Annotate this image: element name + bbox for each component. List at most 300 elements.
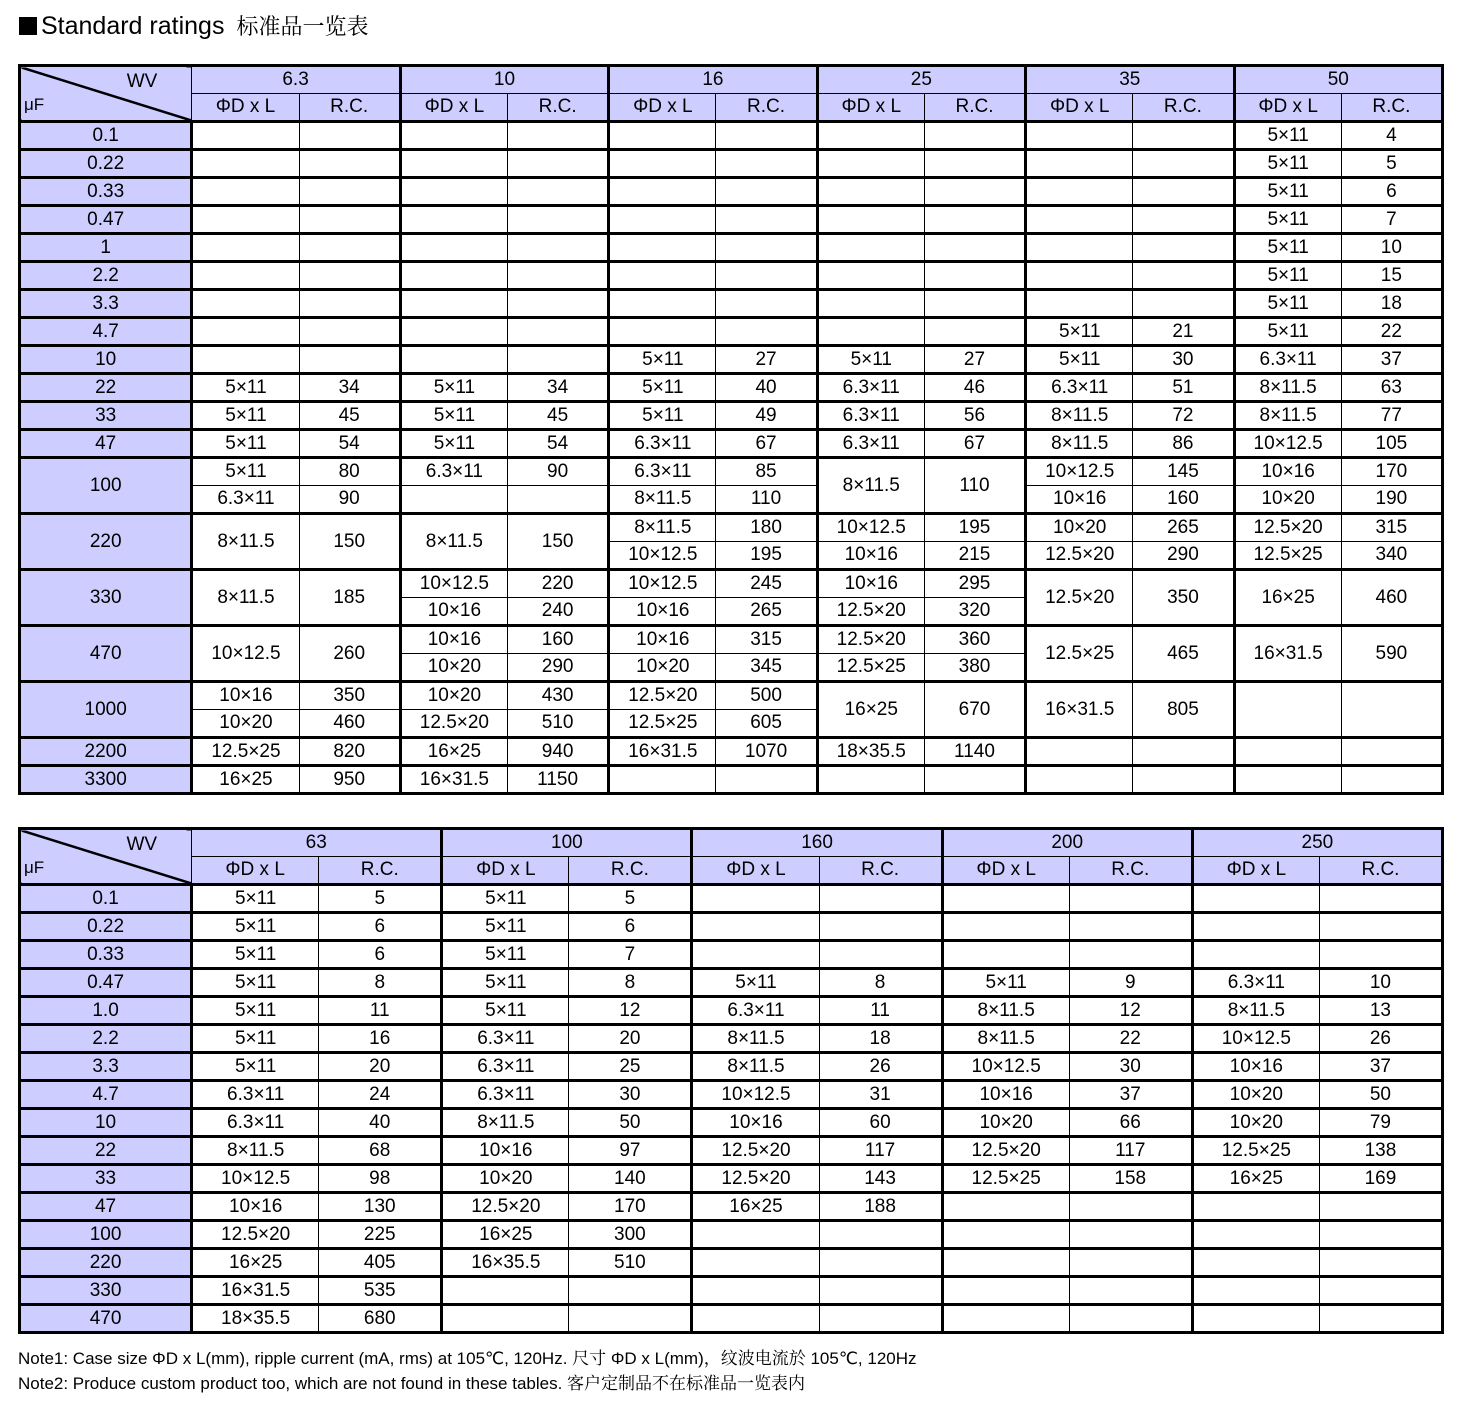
ripple-current-cell: 105 <box>1341 430 1442 458</box>
uf-label: μF <box>24 858 45 877</box>
ripple-current-cell: 77 <box>1341 402 1442 430</box>
ripple-current-cell <box>716 234 817 262</box>
rc-header: R.C. <box>716 94 817 122</box>
case-size-cell: 5×11 <box>1026 318 1133 346</box>
case-size-cell <box>400 122 507 150</box>
case-size-cell <box>817 318 924 346</box>
case-size-cell: 5×11 <box>192 1053 319 1081</box>
capacitance-cell: 2.2 <box>20 1025 192 1053</box>
ripple-current-cell: 6 <box>569 913 692 941</box>
ripple-current-cell <box>1133 178 1234 206</box>
case-size-cell: 12.5×25 <box>1234 542 1341 570</box>
ripple-current-cell: 405 <box>319 1249 442 1277</box>
ripple-current-cell <box>1069 1221 1192 1249</box>
case-size-cell: 5×11 <box>1234 290 1341 318</box>
ripple-current-cell: 500 <box>716 682 817 710</box>
table-row <box>20 318 1443 346</box>
ripple-current-cell: 60 <box>819 1109 942 1137</box>
ripple-current-cell: 40 <box>319 1109 442 1137</box>
ripple-current-cell: 170 <box>1341 458 1442 486</box>
ratings-table-1 <box>18 64 1444 795</box>
case-size-cell: 6.3×11 <box>1234 346 1341 374</box>
table-row <box>20 1277 1443 1305</box>
case-size-cell: 5×11 <box>817 346 924 374</box>
ripple-current-cell: 670 <box>924 682 1025 738</box>
voltage-header: 6.3 <box>192 66 400 94</box>
ripple-current-cell: 50 <box>1319 1081 1442 1109</box>
case-size-cell <box>692 1221 819 1249</box>
table-row <box>20 1165 1443 1193</box>
ripple-current-cell: 25 <box>569 1053 692 1081</box>
ripple-current-cell <box>1069 1249 1192 1277</box>
capacitance-cell: 470 <box>20 1305 192 1333</box>
note-1: Note1: Case size ΦD x L(mm), ripple current (mA, rms) at 105℃, 120Hz. 尺寸 ΦD x L(mm)，纹波电流於 105℃, 120Hz <box>18 1349 917 1368</box>
case-size-cell: 10×20 <box>1192 1081 1319 1109</box>
case-size-cell: 6.3×11 <box>400 458 507 486</box>
case-size-cell: 5×11 <box>442 885 569 913</box>
ripple-current-cell <box>508 346 609 374</box>
capacitance-cell: 0.1 <box>20 885 192 913</box>
ripple-current-cell: 145 <box>1133 458 1234 486</box>
voltage-header: 200 <box>942 829 1192 857</box>
ripple-current-cell: 26 <box>819 1053 942 1081</box>
ripple-current-cell: 97 <box>569 1137 692 1165</box>
case-size-cell: 8×11.5 <box>942 997 1069 1025</box>
case-size-cell <box>1234 766 1341 794</box>
case-size-cell: 12.5×25 <box>1026 626 1133 682</box>
table-row <box>20 122 1443 150</box>
title-cn: 标准品一览表 <box>236 15 369 40</box>
rc-header: R.C. <box>819 857 942 885</box>
ripple-current-cell: 5 <box>319 885 442 913</box>
case-size-cell <box>192 234 299 262</box>
rc-header: R.C. <box>508 94 609 122</box>
ripple-current-cell <box>1133 234 1234 262</box>
table-row <box>20 941 1443 969</box>
ripple-current-cell: 240 <box>508 598 609 626</box>
ripple-current-cell: 605 <box>716 710 817 738</box>
rc-header: R.C. <box>1133 94 1234 122</box>
ripple-current-cell <box>1319 1221 1442 1249</box>
ripple-current-cell: 350 <box>299 682 400 710</box>
ripple-current-cell: 21 <box>1133 318 1234 346</box>
case-size-cell: 8×11.5 <box>442 1109 569 1137</box>
dim-header: ΦD x L <box>609 94 716 122</box>
ripple-current-cell: 37 <box>1069 1081 1192 1109</box>
table-row <box>20 913 1443 941</box>
case-size-cell: 8×11.5 <box>1234 402 1341 430</box>
ripple-current-cell <box>1133 262 1234 290</box>
case-size-cell: 10×12.5 <box>817 514 924 542</box>
capacitance-cell: 0.47 <box>20 969 192 997</box>
ripple-current-cell: 10 <box>1319 969 1442 997</box>
ripple-current-cell <box>299 206 400 234</box>
case-size-cell: 8×11.5 <box>400 514 507 570</box>
ripple-current-cell <box>1319 1277 1442 1305</box>
case-size-cell <box>1192 1249 1319 1277</box>
ripple-current-cell <box>508 234 609 262</box>
case-size-cell: 6.3×11 <box>192 1081 319 1109</box>
ripple-current-cell: 360 <box>924 626 1025 654</box>
ripple-current-cell: 1070 <box>716 738 817 766</box>
case-size-cell <box>692 941 819 969</box>
ripple-current-cell: 45 <box>299 402 400 430</box>
ripple-current-cell: 295 <box>924 570 1025 598</box>
case-size-cell: 12.5×20 <box>400 710 507 738</box>
ripple-current-cell <box>1069 1193 1192 1221</box>
case-size-cell <box>609 290 716 318</box>
table-row <box>20 234 1443 262</box>
ripple-current-cell: 4 <box>1341 122 1442 150</box>
ripple-current-cell <box>1133 290 1234 318</box>
table-row <box>20 969 1443 997</box>
case-size-cell: 12.5×20 <box>1234 514 1341 542</box>
table-row <box>20 1053 1443 1081</box>
case-size-cell: 10×12.5 <box>192 1165 319 1193</box>
case-size-cell: 8×11.5 <box>1026 430 1133 458</box>
case-size-cell: 12.5×20 <box>192 1221 319 1249</box>
ripple-current-cell: 460 <box>1341 570 1442 626</box>
case-size-cell: 5×11 <box>1234 122 1341 150</box>
ripple-current-cell: 1150 <box>508 766 609 794</box>
ripple-current-cell: 30 <box>569 1081 692 1109</box>
ripple-current-cell <box>508 486 609 514</box>
ripple-current-cell: 215 <box>924 542 1025 570</box>
ripple-current-cell: 12 <box>569 997 692 1025</box>
case-size-cell <box>1026 766 1133 794</box>
ripple-current-cell <box>1341 738 1442 766</box>
ripple-current-cell: 950 <box>299 766 400 794</box>
case-size-cell: 5×11 <box>192 402 299 430</box>
table-row <box>20 206 1443 234</box>
ripple-current-cell <box>1319 885 1442 913</box>
case-size-cell: 10×16 <box>1234 458 1341 486</box>
ripple-current-cell: 8 <box>569 969 692 997</box>
case-size-cell: 6.3×11 <box>442 1081 569 1109</box>
case-size-cell: 12.5×20 <box>692 1137 819 1165</box>
case-size-cell: 6.3×11 <box>1026 374 1133 402</box>
ripple-current-cell <box>299 346 400 374</box>
ripple-current-cell: 34 <box>299 374 400 402</box>
ripple-current-cell <box>819 1277 942 1305</box>
ripple-current-cell <box>299 290 400 318</box>
case-size-cell <box>400 206 507 234</box>
table-row <box>20 402 1443 430</box>
case-size-cell: 5×11 <box>192 997 319 1025</box>
ripple-current-cell: 290 <box>508 654 609 682</box>
case-size-cell: 5×11 <box>400 430 507 458</box>
header-row-voltage <box>20 829 1443 857</box>
ripple-current-cell: 5 <box>1341 150 1442 178</box>
ripple-current-cell: 195 <box>716 542 817 570</box>
case-size-cell <box>400 346 507 374</box>
ripple-current-cell <box>819 941 942 969</box>
case-size-cell: 12.5×20 <box>817 598 924 626</box>
capacitance-cell: 220 <box>20 1249 192 1277</box>
table-row <box>20 766 1443 794</box>
case-size-cell: 10×12.5 <box>609 542 716 570</box>
ripple-current-cell: 18 <box>819 1025 942 1053</box>
case-size-cell: 10×20 <box>1026 514 1133 542</box>
ripple-current-cell <box>508 262 609 290</box>
capacitance-cell: 100 <box>20 1221 192 1249</box>
case-size-cell: 5×11 <box>1234 206 1341 234</box>
ripple-current-cell <box>716 206 817 234</box>
ripple-current-cell <box>716 150 817 178</box>
ripple-current-cell <box>299 318 400 346</box>
case-size-cell: 12.5×20 <box>1026 570 1133 626</box>
case-size-cell: 5×11 <box>442 969 569 997</box>
table-row <box>20 626 1443 654</box>
case-size-cell <box>1026 290 1133 318</box>
ripple-current-cell: 805 <box>1133 682 1234 738</box>
case-size-cell: 10×20 <box>192 710 299 738</box>
ripple-current-cell: 67 <box>924 430 1025 458</box>
case-size-cell <box>1234 738 1341 766</box>
capacitance-cell: 3300 <box>20 766 192 794</box>
ripple-current-cell: 195 <box>924 514 1025 542</box>
ripple-current-cell: 8 <box>319 969 442 997</box>
case-size-cell <box>692 1277 819 1305</box>
case-size-cell: 16×25 <box>192 1249 319 1277</box>
case-size-cell <box>400 262 507 290</box>
ripple-current-cell: 12 <box>1069 997 1192 1025</box>
case-size-cell: 16×31.5 <box>400 766 507 794</box>
case-size-cell: 18×35.5 <box>817 738 924 766</box>
ripple-current-cell <box>924 318 1025 346</box>
case-size-cell: 5×11 <box>609 346 716 374</box>
voltage-header: 160 <box>692 829 942 857</box>
ripple-current-cell <box>716 178 817 206</box>
case-size-cell: 10×12.5 <box>942 1053 1069 1081</box>
case-size-cell <box>192 318 299 346</box>
case-size-cell: 16×25 <box>192 766 299 794</box>
case-size-cell: 8×11.5 <box>192 514 299 570</box>
ripple-current-cell: 260 <box>299 626 400 682</box>
case-size-cell: 12.5×20 <box>817 626 924 654</box>
capacitance-cell: 1.0 <box>20 997 192 1025</box>
ripple-current-cell: 169 <box>1319 1165 1442 1193</box>
ripple-current-cell: 30 <box>1069 1053 1192 1081</box>
ripple-current-cell: 56 <box>924 402 1025 430</box>
case-size-cell: 5×11 <box>192 941 319 969</box>
case-size-cell <box>692 1305 819 1333</box>
wv-label: WV <box>126 834 158 855</box>
table-row <box>20 514 1443 542</box>
table-row <box>20 1025 1443 1053</box>
case-size-cell <box>1192 1305 1319 1333</box>
ripple-current-cell <box>924 766 1025 794</box>
case-size-cell: 10×12.5 <box>1234 430 1341 458</box>
ripple-current-cell <box>508 290 609 318</box>
ripple-current-cell: 98 <box>319 1165 442 1193</box>
case-size-cell <box>692 1249 819 1277</box>
ripple-current-cell: 380 <box>924 654 1025 682</box>
case-size-cell: 6.3×11 <box>609 430 716 458</box>
dim-header: ΦD x L <box>400 94 507 122</box>
capacitance-cell: 4.7 <box>20 1081 192 1109</box>
case-size-cell <box>1026 738 1133 766</box>
ripple-current-cell: 9 <box>1069 969 1192 997</box>
case-size-cell: 5×11 <box>609 402 716 430</box>
voltage-header: 63 <box>192 829 442 857</box>
case-size-cell <box>400 234 507 262</box>
case-size-cell <box>192 346 299 374</box>
table-row <box>20 1137 1443 1165</box>
case-size-cell: 12.5×25 <box>817 654 924 682</box>
ripple-current-cell <box>1069 1305 1192 1333</box>
case-size-cell <box>442 1277 569 1305</box>
ripple-current-cell <box>299 122 400 150</box>
ripple-current-cell: 67 <box>716 430 817 458</box>
ripple-current-cell: 160 <box>1133 486 1234 514</box>
capacitance-cell: 33 <box>20 1165 192 1193</box>
case-size-cell: 10×12.5 <box>692 1081 819 1109</box>
capacitance-cell: 220 <box>20 514 192 570</box>
voltage-header: 16 <box>609 66 817 94</box>
case-size-cell: 6.3×11 <box>817 402 924 430</box>
capacitance-cell: 47 <box>20 1193 192 1221</box>
ripple-current-cell: 6 <box>319 913 442 941</box>
case-size-cell: 18×35.5 <box>192 1305 319 1333</box>
ripple-current-cell: 170 <box>569 1193 692 1221</box>
case-size-cell: 10×12.5 <box>400 570 507 598</box>
dim-header: ΦD x L <box>192 94 299 122</box>
case-size-cell: 10×20 <box>400 682 507 710</box>
table-row <box>20 1109 1443 1137</box>
capacitance-cell: 2200 <box>20 738 192 766</box>
ripple-current-cell: 27 <box>924 346 1025 374</box>
ripple-current-cell: 430 <box>508 682 609 710</box>
ripple-current-cell <box>1319 941 1442 969</box>
capacitance-cell: 470 <box>20 626 192 682</box>
dim-header: ΦD x L <box>1192 857 1319 885</box>
case-size-cell <box>400 150 507 178</box>
header-row-voltage <box>20 66 1443 94</box>
case-size-cell <box>692 913 819 941</box>
ripple-current-cell: 20 <box>569 1025 692 1053</box>
case-size-cell: 5×11 <box>442 997 569 1025</box>
case-size-cell: 12.5×20 <box>442 1193 569 1221</box>
case-size-cell: 6.3×11 <box>817 374 924 402</box>
case-size-cell <box>817 206 924 234</box>
case-size-cell <box>817 766 924 794</box>
ripple-current-cell: 22 <box>1341 318 1442 346</box>
table-row <box>20 682 1443 710</box>
ripple-current-cell: 510 <box>569 1249 692 1277</box>
ripple-current-cell: 37 <box>1341 346 1442 374</box>
ripple-current-cell: 11 <box>319 997 442 1025</box>
capacitance-cell: 0.1 <box>20 122 192 150</box>
ripple-current-cell <box>924 122 1025 150</box>
case-size-cell: 16×25 <box>817 682 924 738</box>
ripple-current-cell <box>1133 206 1234 234</box>
ripple-current-cell <box>819 1305 942 1333</box>
case-size-cell: 16×31.5 <box>1026 682 1133 738</box>
table-row <box>20 570 1443 598</box>
ripple-current-cell <box>1069 885 1192 913</box>
ripple-current-cell <box>508 206 609 234</box>
case-size-cell: 12.5×25 <box>942 1165 1069 1193</box>
table-row <box>20 346 1443 374</box>
ripple-current-cell: 130 <box>319 1193 442 1221</box>
ripple-current-cell <box>924 262 1025 290</box>
ripple-current-cell <box>569 1305 692 1333</box>
capacitance-cell: 0.22 <box>20 150 192 178</box>
ripple-current-cell: 27 <box>716 346 817 374</box>
case-size-cell: 12.5×20 <box>942 1137 1069 1165</box>
case-size-cell: 10×16 <box>942 1081 1069 1109</box>
case-size-cell: 10×16 <box>442 1137 569 1165</box>
ripple-current-cell: 7 <box>1341 206 1442 234</box>
page-title <box>19 11 368 43</box>
capacitance-cell: 4.7 <box>20 318 192 346</box>
ripple-current-cell <box>1319 1305 1442 1333</box>
ripple-current-cell <box>508 122 609 150</box>
case-size-cell: 5×11 <box>192 1025 319 1053</box>
ripple-current-cell: 13 <box>1319 997 1442 1025</box>
case-size-cell: 5×11 <box>192 885 319 913</box>
capacitance-cell: 22 <box>20 374 192 402</box>
case-size-cell: 16×31.5 <box>609 738 716 766</box>
ripple-current-cell: 11 <box>819 997 942 1025</box>
dim-header: ΦD x L <box>817 94 924 122</box>
ripple-current-cell: 26 <box>1319 1025 1442 1053</box>
case-size-cell: 10×16 <box>1192 1053 1319 1081</box>
case-size-cell <box>817 150 924 178</box>
case-size-cell: 5×11 <box>400 374 507 402</box>
ripple-current-cell <box>924 290 1025 318</box>
case-size-cell: 8×11.5 <box>692 1025 819 1053</box>
ripple-current-cell: 535 <box>319 1277 442 1305</box>
case-size-cell: 8×11.5 <box>942 1025 1069 1053</box>
ripple-current-cell: 31 <box>819 1081 942 1109</box>
ripple-current-cell <box>1133 150 1234 178</box>
case-size-cell <box>817 290 924 318</box>
ripple-current-cell: 46 <box>924 374 1025 402</box>
ripple-current-cell: 6 <box>1341 178 1442 206</box>
case-size-cell: 5×11 <box>1234 150 1341 178</box>
header-row-sub <box>20 94 1443 122</box>
case-size-cell: 6.3×11 <box>692 997 819 1025</box>
ripple-current-cell <box>1069 913 1192 941</box>
case-size-cell <box>609 122 716 150</box>
case-size-cell <box>1192 941 1319 969</box>
ripple-current-cell: 5 <box>569 885 692 913</box>
ripple-current-cell <box>1319 1193 1442 1221</box>
case-size-cell <box>400 318 507 346</box>
ripple-current-cell <box>1341 682 1442 738</box>
case-size-cell: 5×11 <box>692 969 819 997</box>
case-size-cell: 5×11 <box>1234 178 1341 206</box>
capacitance-cell: 10 <box>20 1109 192 1137</box>
case-size-cell: 5×11 <box>609 374 716 402</box>
ripple-current-cell: 16 <box>319 1025 442 1053</box>
case-size-cell <box>609 234 716 262</box>
case-size-cell: 8×11.5 <box>817 458 924 514</box>
ripple-current-cell: 460 <box>299 710 400 738</box>
ripple-current-cell: 37 <box>1319 1053 1442 1081</box>
ripple-current-cell: 117 <box>1069 1137 1192 1165</box>
case-size-cell <box>942 1277 1069 1305</box>
capacitance-cell: 0.47 <box>20 206 192 234</box>
case-size-cell <box>1026 150 1133 178</box>
capacitance-cell: 2.2 <box>20 262 192 290</box>
ripple-current-cell <box>1319 913 1442 941</box>
case-size-cell <box>192 122 299 150</box>
capacitance-cell: 330 <box>20 570 192 626</box>
case-size-cell: 10×12.5 <box>609 570 716 598</box>
